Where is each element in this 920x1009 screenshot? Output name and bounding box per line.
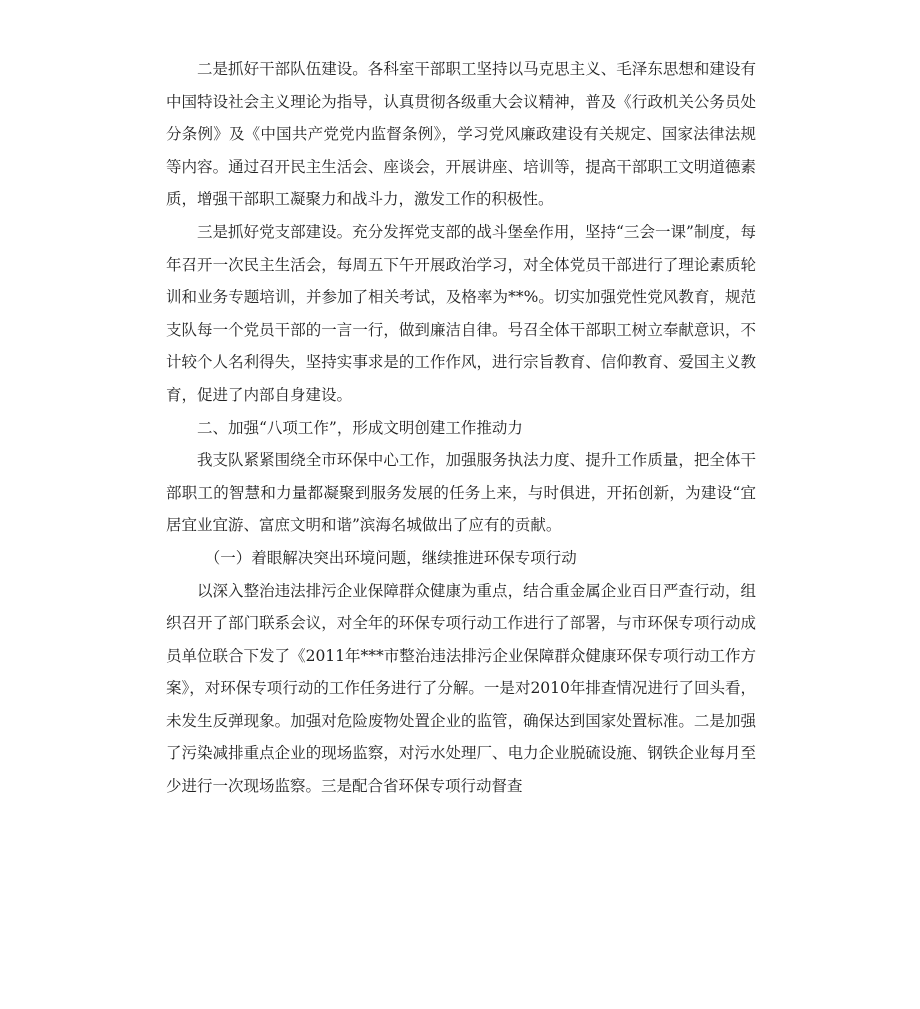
paragraph-party-branch: 三是抓好党支部建设。充分发挥党支部的战斗堡垒作用，坚持“三会一课”制度，每年召开一次民主生活会，每周五下午开展政治学习，对全体党员干部进行了理论素质轮训和业务专题培训，并参加了相关考试，及格率为**%。切实加强党性党风教育，规范支队每一个党员干部的一言一行，做到廉洁自律。号召全体干部职工树立奉献意识，不计较个人名利得失，坚持实事求是的工作作风，进行宗旨教育、信仰教育、爱国主义教育，促进了内部自身建设。 — [166, 222, 756, 404]
subsection-heading-env-issues: （一）着眼解决突出环境问题，继续推进环保专项行动 — [204, 548, 577, 567]
section-heading-eight-works: 二、加强“八项工作”，形成文明创建工作推动力 — [197, 418, 523, 437]
paragraph-city-center-work: 我支队紧紧围绕全市环保中心工作，加强服务执法力度、提升工作质量，把全体干部职工的智慧和力量都凝聚到服务发展的任务上来，与时俱进，开拓创新，为建设“宜居宜业宜游、富庶文明和谐”滨海名城做出了应有的贡献。 — [166, 451, 756, 535]
paragraph-special-action: 以深入整治违法排污企业保障群众健康为重点，结合重金属企业百日严查行动，组织召开了部门联系会议，对全年的环保专项行动工作进行了部署，与市环保专项行动成员单位联合下发了《2011年***市整治违法排污企业保障群众健康环保专项行动工作方案》，对环保专项行动的工作任务进行了分解。一是对2010年排查情况进行了回头看，未发生反弹现象。加强对危险废物处置企业的监管，确保达到国家处置标准。二是加强了污染减排重点企业的现场监察，对污水处理厂、电力企业脱硫设施、钢铁企业每月至少进行一次现场监察。三是配合省环保专项行动督查 — [166, 581, 756, 796]
paragraph-cadre-team: 二是抓好干部队伍建设。各科室干部职工坚持以马克思主义、毛泽东思想和建设有中国特设社会主义理论为指导，认真贯彻各级重大会议精神，普及《行政机关公务员处分条例》及《中国共产党党内监督条例》，学习党风廉政建设有关规定、国家法律法规等内容。通过召开民主生活会、座谈会，开展讲座、培训等，提高干部职工文明道德素质，增强干部职工凝聚力和战斗力，激发工作的积极性。 — [166, 60, 756, 209]
document-page — [166, 53, 756, 803]
